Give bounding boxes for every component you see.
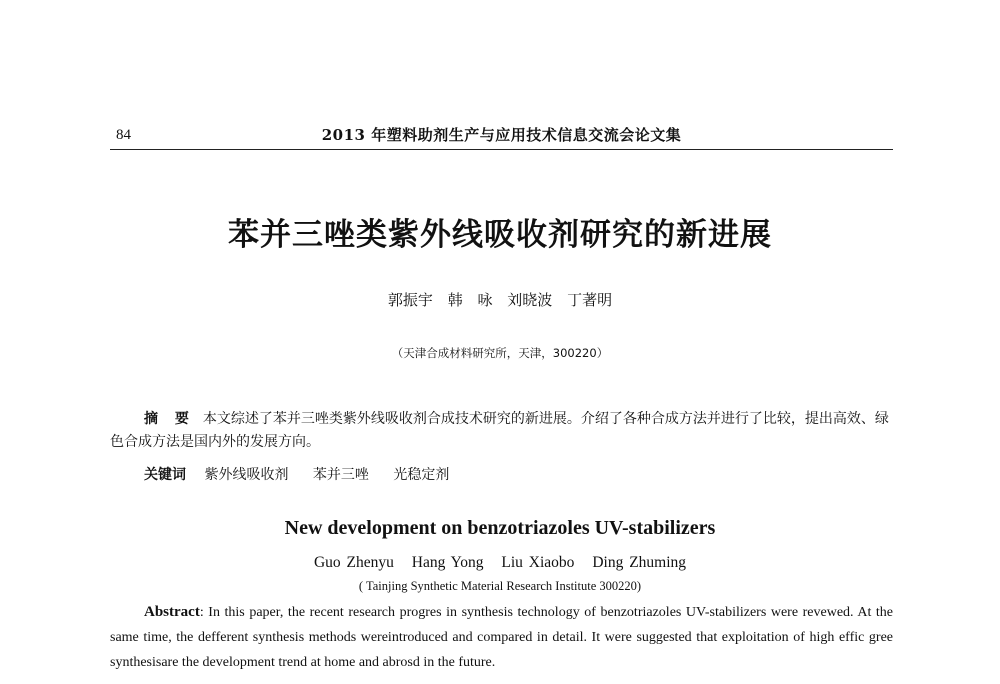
- abstract-label-en: Abstract: [144, 604, 200, 620]
- keyword-cn: 紫外线吸收剂: [204, 467, 289, 483]
- author-cn: 刘晓波: [507, 291, 553, 309]
- author-list-en: [0, 552, 1000, 574]
- abstract-cn: [110, 408, 893, 454]
- article-title-cn: 苯并三唑类紫外线吸收剂研究的新进展: [228, 217, 772, 253]
- author-list-cn: [0, 290, 1000, 310]
- keywords-label-cn: 关键词: [144, 467, 186, 483]
- author-en: Guo Zhenyu: [313, 554, 394, 571]
- author-en: Ding Zhuming: [592, 554, 687, 571]
- affiliation-en: ( Tainjing Synthetic Material Research Institute 300220): [358, 579, 642, 593]
- author-en: Hang Yong: [411, 554, 484, 571]
- abstract-separator-en: :: [199, 605, 209, 620]
- author-en: Liu Xiaobo: [501, 554, 575, 571]
- keyword-cn: 苯并三唑: [312, 467, 369, 483]
- keywords-cn: [144, 464, 893, 487]
- article-title-en: New development on benzotriazoles UV-stabilizers: [284, 517, 716, 539]
- abstract-text-en: In this paper, the recent research progres in synthesis technology of benzotriazoles UV-stabilizers were revewed. At the same time, the defferent synthesis methods wereintroduced and compared in detail. It were suggested that exploitation of high effic gree synthesisare the development trend at home and abrosd in the future.: [110, 605, 894, 670]
- abstract-en: [110, 600, 893, 675]
- author-cn: 丁著明: [567, 291, 613, 309]
- running-header: [110, 125, 893, 149]
- page-number: 84: [116, 127, 131, 143]
- header-rule: [110, 149, 893, 150]
- abstract-label-cn: 摘 要: [144, 411, 195, 427]
- author-cn: 郭振宇: [387, 291, 433, 309]
- keyword-cn: 光稳定剂: [393, 467, 450, 483]
- affiliation-cn: （天津合成材料研究所，天津，300220）: [391, 346, 609, 360]
- abstract-text-cn: 本文综述了苯并三唑类紫外线吸收剂合成技术研究的新进展。介绍了各种合成方法并进行了比较，提出高效、绿色合成方法是国内外的发展方向。: [110, 411, 889, 450]
- author-cn: 韩 咏: [447, 291, 493, 309]
- journal-title: 2013 年塑料助剂生产与应用技术信息交流会论文集: [321, 126, 682, 144]
